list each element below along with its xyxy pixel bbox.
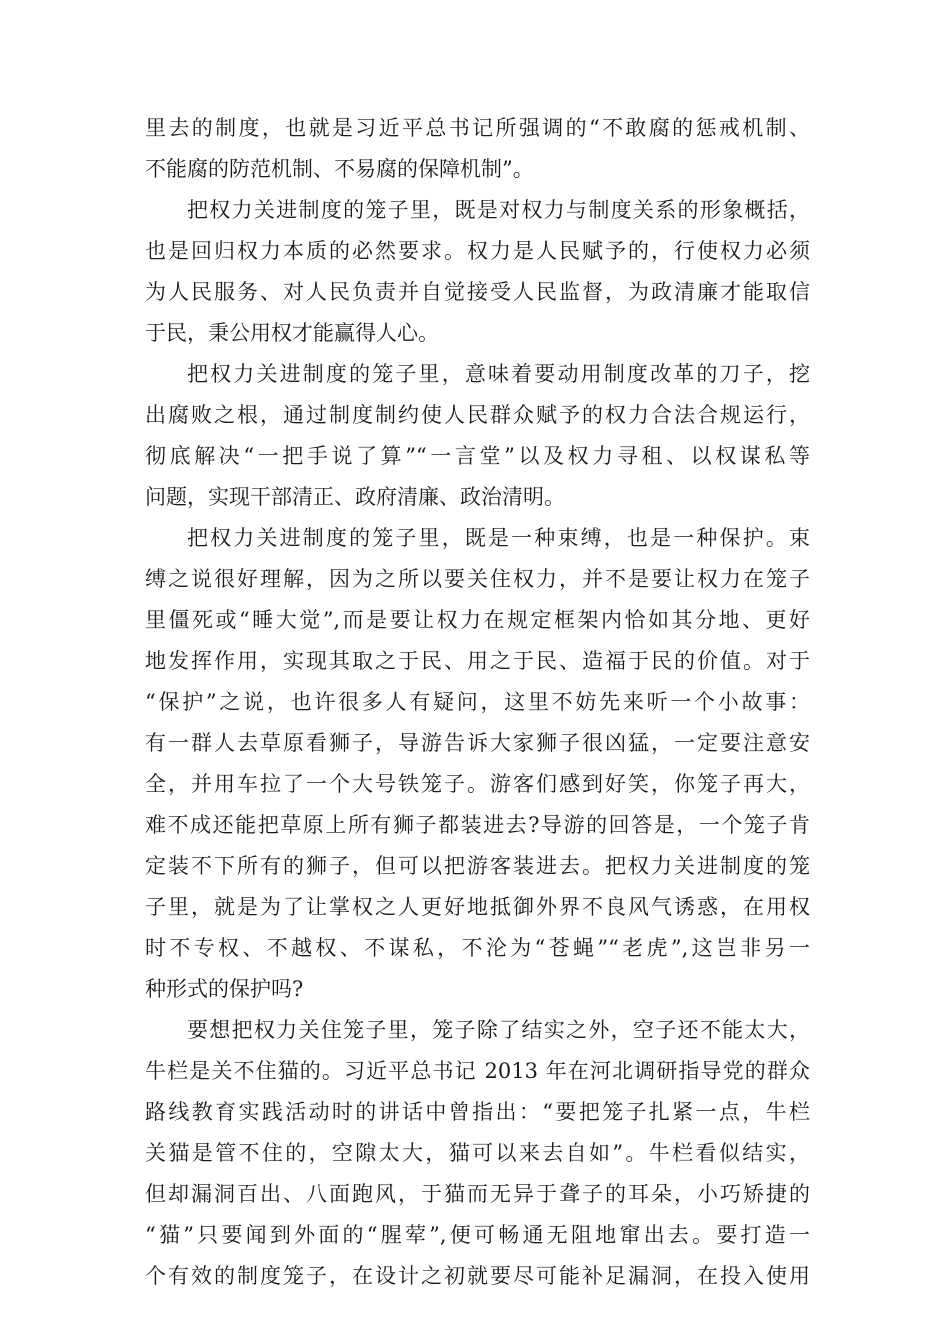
text-line: 牛栏是关不住猫的。习近平总书记 2013 年在河北调研指导党的群众: [145, 1059, 810, 1083]
text-line: 地发挥作用，实现其取之于民、用之于民、造福于民的价值。对于: [145, 649, 810, 673]
text-line: 种形式的保护吗?: [145, 977, 304, 1001]
text-line: 定装不下所有的狮子，但可以把游客装进去。把权力关进制度的笼: [145, 854, 810, 878]
text-line: 路线教育实践活动时的讲话中曾指出：“要把笼子扎紧一点，牛栏: [145, 1100, 810, 1124]
text-line: 为人民服务、对人民负责并自觉接受人民监督，为政清廉才能取信: [145, 280, 810, 304]
text-line: 里僵死或“睡大觉”,而是要让权力在规定框架内恰如其分地、更好: [145, 608, 810, 632]
text-line: 里去的制度，也就是习近平总书记所强调的“不敢腐的惩戒机制、: [145, 116, 810, 140]
text-line: 但却漏洞百出、八面跑风，于猫而无异于聋子的耳朵，小巧矫捷的: [145, 1182, 810, 1206]
text-line: 有一群人去草原看狮子，导游告诉大家狮子很凶猛，一定要注意安: [145, 731, 810, 755]
text-line: “猫”只要闻到外面的“腥荤”,便可畅通无阻地窜出去。要打造一: [145, 1223, 810, 1247]
text-line: 出腐败之根，通过制度制约使人民群众赋予的权力合法合规运行，: [145, 403, 810, 427]
text-line: 把权力关进制度的笼子里，既是一种束缚，也是一种保护。束: [187, 526, 810, 550]
text-line: 难不成还能把草原上所有狮子都装进去?导游的回答是，一个笼子肯: [145, 813, 810, 837]
text-line: “保护”之说，也许很多人有疑问，这里不妨先来听一个小故事：: [145, 690, 810, 714]
text-line: 彻底解决“一把手说了算”“一言堂”以及权力寻租、以权谋私等: [145, 444, 810, 468]
text-line: 子里，就是为了让掌权之人更好地抵御外界不良风气诱惑，在用权: [145, 895, 810, 919]
text-line: 问题，实现干部清正、政府清廉、政治清明。: [145, 485, 565, 509]
text-line: 把权力关进制度的笼子里，既是对权力与制度关系的形象概括，: [187, 198, 810, 222]
text-line: 要想把权力关住笼子里，笼子除了结实之外，空子还不能太大，: [187, 1018, 810, 1042]
text-line: 个有效的制度笼子，在设计之初就要尽可能补足漏洞，在投入使用: [145, 1264, 810, 1288]
text-line: 时不专权、不越权、不谋私，不沦为“苍蝇”“老虎”,这岂非另一: [145, 936, 810, 960]
body-text: [145, 108, 810, 1297]
text-line: 关猫是管不住的，空隙太大，猫可以来去自如”。牛栏看似结实，: [145, 1141, 810, 1165]
text-line: 不能腐的防范机制、不易腐的保障机制”。: [145, 157, 534, 181]
text-line: 全，并用车拉了一个大号铁笼子。游客们感到好笑，你笼子再大，: [145, 772, 810, 796]
text-line: 缚之说很好理解，因为之所以要关住权力，并不是要让权力在笼子: [145, 567, 810, 591]
text-line: 把权力关进制度的笼子里，意味着要动用制度改革的刀子，挖: [187, 362, 810, 386]
text-line: 于民，秉公用权才能赢得人心。: [145, 321, 439, 345]
text-line: 也是回归权力本质的必然要求。权力是人民赋予的，行使权力必须: [145, 239, 810, 263]
